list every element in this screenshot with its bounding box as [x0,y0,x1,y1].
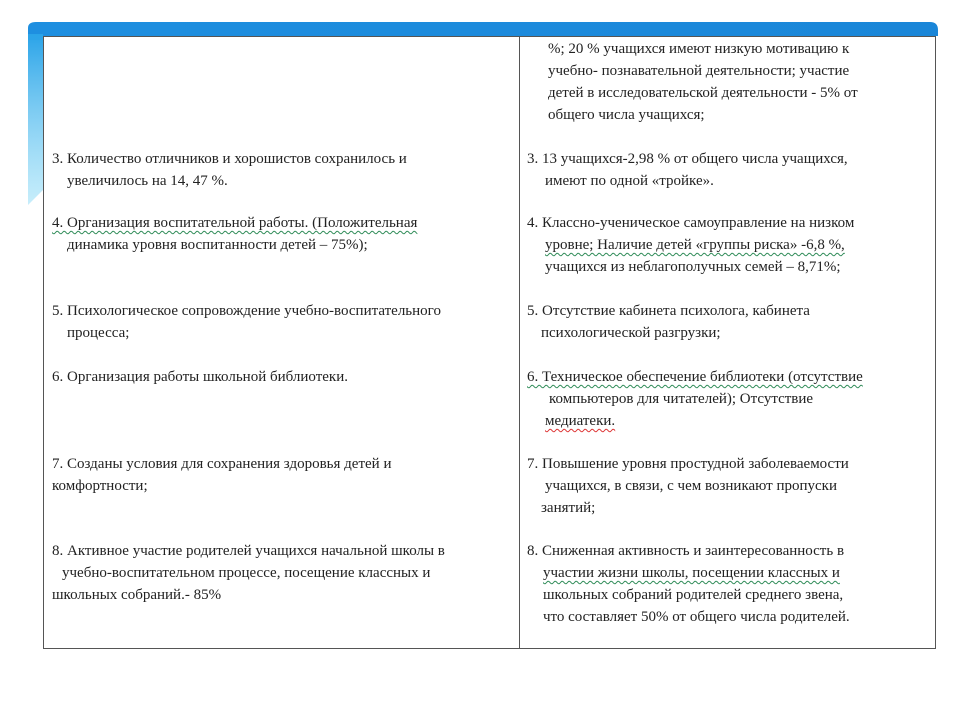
left-item-4-line-2: динамика уровня воспитанности детей – 75%); [67,237,368,253]
left-item-7-line-2: комфортности; [52,478,148,494]
left-item-5-line-2: процесса; [67,325,130,341]
right-item-3-line-1: 3. 13 учащихся-2,98 % от общего числа учащихся, [527,151,848,167]
right-item-8-line-4: что составляет 50% от общего числа родителей. [543,609,850,625]
column-divider [519,36,520,649]
right-item-8-line-3: школьных собраний родителей среднего звена, [543,587,844,603]
left-item-8-line-3: школьных собраний.- 85% [52,587,222,603]
left-item-5 [52,300,441,344]
right-item-7-line-1: 7. Повышение уровня простудной заболеваемости [527,456,849,472]
right-item-4-line-2: уровне; Наличие детей «группы риска» -6,8 %, [545,237,845,253]
right-item-3-line-2: имеют по одной «тройке». [545,173,714,189]
right-item-8 [527,540,850,628]
left-item-3-line-2: увеличилось на 14, 47 %. [67,173,228,189]
left-item-5-line-1: 5. Психологическое сопровождение учебно-воспитательного [52,303,441,319]
right-item-5 [527,300,810,344]
left-item-3 [52,148,407,192]
right-item-4-line-3: учащихся из неблагополучных семей – 8,71%; [545,259,841,275]
right-item-4 [527,212,854,278]
right-item-6-line-3: медиатеки. [545,413,616,429]
right-item-7 [527,453,849,519]
right-item-6 [527,366,863,432]
right-item-7-line-3: занятий; [541,500,596,516]
right-item-8-line-1: 8. Сниженная активность и заинтересованность в [527,543,845,559]
right-cont-line-3: детей в исследовательской деятельности - 5% от [548,85,858,101]
left-item-4-line-1: 4. Организация воспитательной работы. (Положительная [52,215,418,231]
right-item-3 [527,148,848,192]
left-item-6-line-1: 6. Организация работы школьной библиотеки. [52,369,348,385]
left-item-4 [52,212,417,256]
left-item-7-line-1: 7. Созданы условия для сохранения здоровья детей и [52,456,392,472]
left-item-8-line-2: учебно-воспитательном процессе, посещение классных и [62,565,431,581]
right-item-7-line-2: учащихся, в связи, с чем возникают пропуски [545,478,838,494]
left-item-6 [52,366,348,388]
left-item-3-line-1: 3. Количество отличников и хорошистов сохранилось и [52,151,407,167]
right-item-6-line-1: 6. Техническое обеспечение библиотеки (отсутствие [527,369,863,385]
right-item-6-line-2: компьютеров для читателей); Отсутствие [549,391,814,407]
left-accent-bar [28,34,43,205]
right-item-5-line-2: психологической разгрузки; [541,325,721,341]
right-cont-line-4: общего числа учащихся; [548,107,705,123]
right-cont-line-1: %; 20 % учащихся имеют низкую мотивацию к [548,41,850,57]
left-item-8 [52,540,445,606]
left-item-7 [52,453,391,497]
right-continuation [548,38,858,126]
right-cont-line-2: учебно- познавательной деятельности; участие [548,63,850,79]
right-item-4-line-1: 4. Классно-ученическое самоуправление на низком [527,215,855,231]
right-item-8-line-2: участии жизни школы, посещении классных и [543,565,840,581]
right-item-5-line-1: 5. Отсутствие кабинета психолога, кабинета [527,303,810,319]
left-item-8-line-1: 8. Активное участие родителей учащихся начальной школы в [52,543,445,559]
